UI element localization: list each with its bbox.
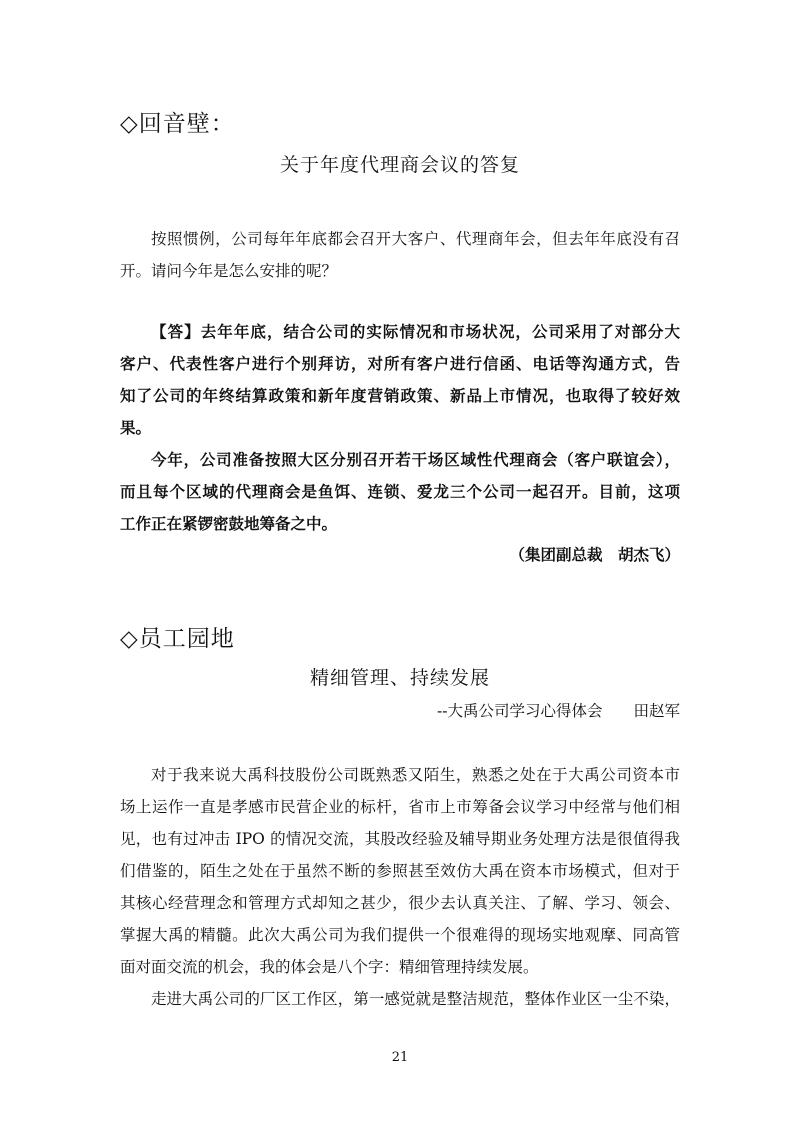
answer-line-7: 工作正在紧锣密鼓地筹备之中。 [120,515,338,533]
body-line-3: 见，也有过冲击 IPO 的情况交流，其股改经验及辅导期业务处理方法是很值得我 [120,830,680,848]
section-heading-staff-corner: ◇员工园地 [120,626,235,652]
body-line-7: 面对面交流的机会，我的体会是八个字：精细管理持续发展。 [120,958,539,976]
page-number: 21 [391,1050,409,1065]
article-byline: --大禹公司学习心得体会 田赵军 [437,702,680,720]
answer-line-6: 而且每个区域的代理商会是鱼饵、连锁、爱龙三个公司一起召开。目前，这项 [120,483,680,501]
body-line-6: 掌握大禹的精髓。此次大禹公司为我们提供一个很难得的现场实地观摩、同高管 [120,926,680,944]
body-line-4: 们借鉴的，陌生之处在于虽然不断的参照甚至效仿大禹在资本市场模式，但对于 [120,862,680,880]
question-line-1: 按照惯例，公司每年年底都会召开大客户、代理商年会，但去年年底没有召 [151,230,680,248]
body-line-1: 对于我来说大禹科技股份公司既熟悉又陌生，熟悉之处在于大禹公司资本市 [151,766,680,784]
answer-line-2: 客户、代表性客户进行个别拜访，对所有客户进行信函、电话等沟通方式，告 [120,355,680,373]
body-line-5: 其核心经营理念和管理方式却知之甚少，很少去认真关注、了解、学习、领会、 [120,894,680,912]
answer-line-3: 知了公司的年终结算政策和新年度营销政策、新品上市情况，也取得了较好效 [120,387,680,405]
body-line-2: 场上运作一直是孝感市民营企业的标杆，省市上市筹备会议学习中经常与他们相 [120,798,680,816]
signature: （集团副总裁 胡杰飞） [509,546,680,564]
article-title-agent-meeting: 关于年度代理商会议的答复 [279,154,520,176]
section-heading-echo-wall: ◇回音壁： [120,111,235,137]
answer-line-4: 果。 [120,419,152,437]
body-line-8: 走进大禹公司的厂区工作区，第一感觉就是整洁规范，整体作业区一尘不染， [151,990,680,1008]
answer-line-5: 今年，公司准备按照大区分别召开若干场区域性代理商会（客户联谊会）， [151,451,680,469]
answer-line-1: 【答】去年年底，结合公司的实际情况和市场状况，公司采用了对部分大 [151,323,680,341]
article-title-fine-management: 精细管理、持续发展 [309,667,490,689]
question-line-2: 开。请问今年是怎么安排的呢？ [120,262,338,280]
